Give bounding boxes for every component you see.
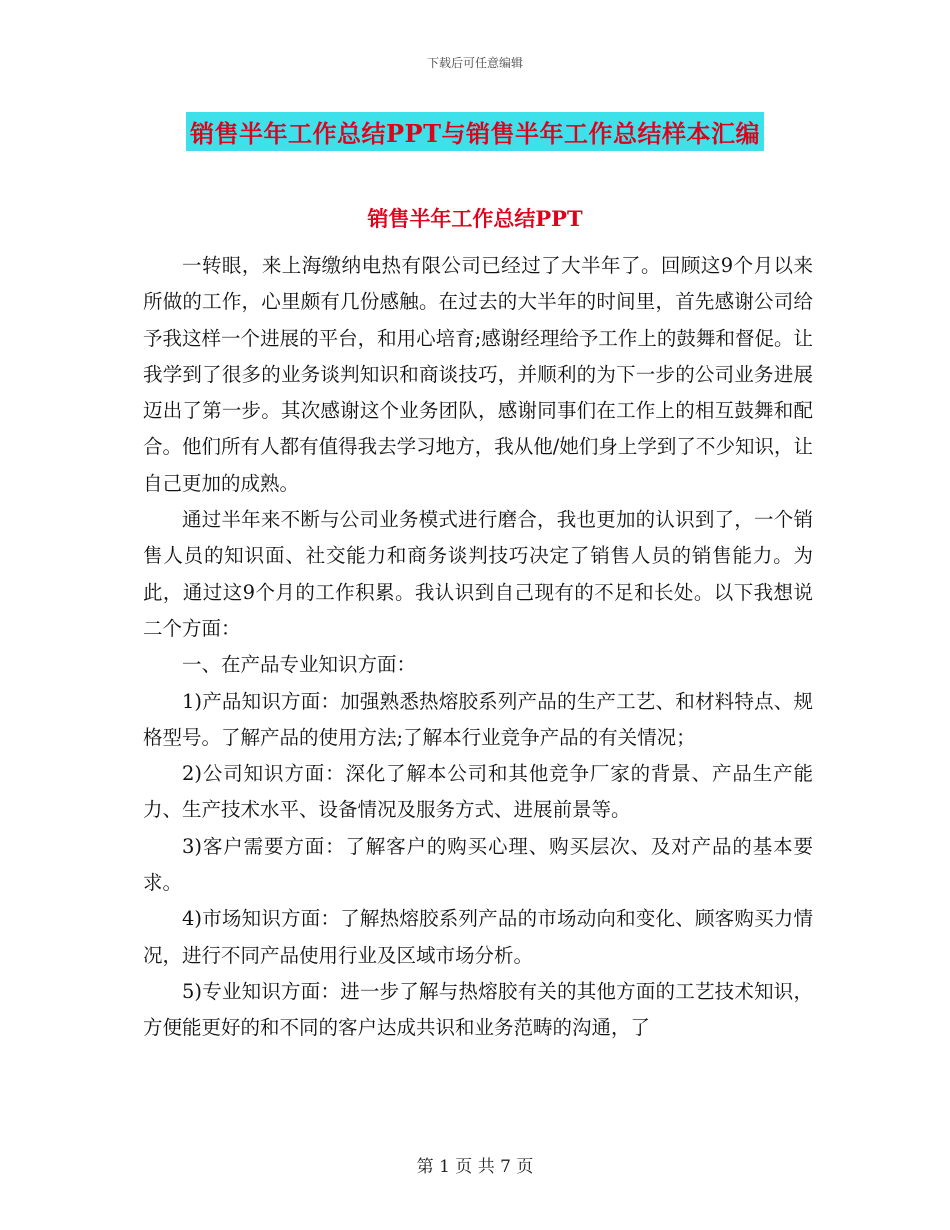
paragraph-reflection: 通过半年来不断与公司业务模式进行磨合，我也更加的认识到了，一个销售人员的知识面、社交能力和商务谈判技巧决定了销售人员的销售能力。为此，通过这9个月的工作积累。我认识到自己现有的不足和长处。以下我想说二个方面： xyxy=(143,508,813,640)
page-footer: 第 1 页 共 7 页 xyxy=(416,1157,534,1177)
paragraph-item-2: 2)公司知识方面：深化了解本公司和其他竞争厂家的背景、产品生产能力、生产技术水平、设备情况及服务方式、进展前景等。 xyxy=(143,762,813,822)
paragraph-heading-product-knowledge: 一、在产品专业知识方面： xyxy=(182,653,417,677)
paragraph-item-5: 5)专业知识方面：进一步了解与热熔胶有关的其他方面的工艺技术知识，方便能更好的和不同的客户达成共识和业务范畴的沟通，了 xyxy=(143,979,813,1040)
document-title-area xyxy=(0,112,950,151)
paragraph-intro: 一转眼，来上海缴纳电热有限公司已经过了大半年了。回顾这9个月以来所做的工作，心里颇有几份感触。在过去的大半年的时间里，首先感谢公司给予我这样一个进展的平台，和用心培育;感谢经理给予工作上的鼓舞和督促。让我学到了很多的业务谈判知识和商谈技巧，并顺利的为下一步的公司业务进展迈出了第一步。其次感谢这个业务团队，感谢同事们在工作上的相互鼓舞和配合。他们所有人都有值得我去学习地方，我从他/她们身上学到了不少知识，让自己更加的成熟。 xyxy=(143,254,813,495)
body-text xyxy=(143,248,813,1047)
paragraph-item-1: 1)产品知识方面：加强熟悉热熔胶系列产品的生产工艺、和材料特点、规格型号。了解产品的使用方法;了解本行业竞争产品的有关情况； xyxy=(143,689,813,749)
paragraph-item-3: 3)客户需要方面：了解客户的购买心理、购买层次、及对产品的基本要求。 xyxy=(143,834,813,895)
page-header-note: 下载后可任意编辑 xyxy=(426,56,523,70)
document-title: 销售半年工作总结PPT与销售半年工作总结样本汇编 xyxy=(186,112,764,151)
paragraph-item-4: 4)市场知识方面：了解热熔胶系列产品的市场动向和变化、顾客购买力情况，进行不同产品使用行业及区域市场分析。 xyxy=(143,907,813,967)
section-title: 销售半年工作总结PPT xyxy=(367,206,583,231)
